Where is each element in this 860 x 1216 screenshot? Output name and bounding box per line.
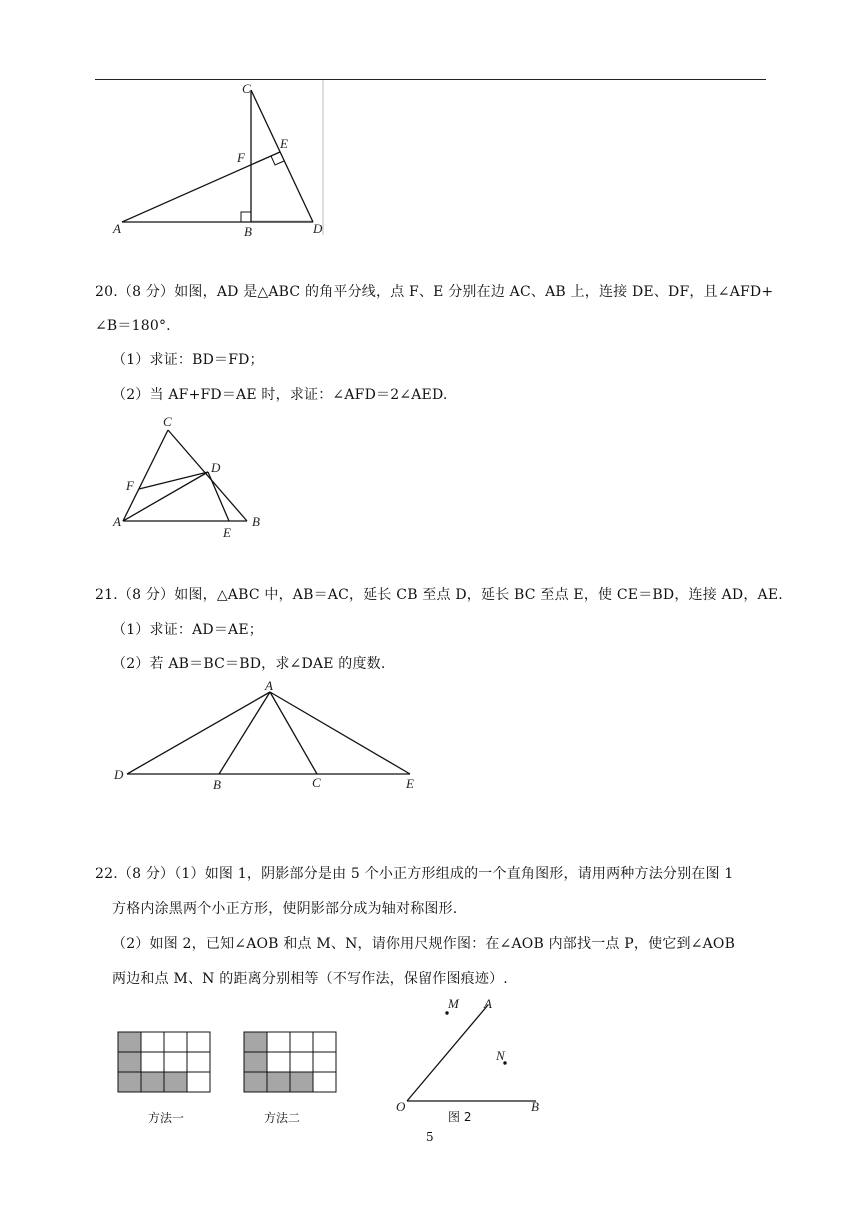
segment-ab [219, 692, 270, 774]
segment-cd [251, 90, 313, 222]
grid-cells [118, 1032, 210, 1092]
grid-cell [290, 1052, 313, 1072]
label-e: E [280, 136, 288, 151]
caption-method-2: 方法二 [264, 1111, 301, 1125]
figure-q19 [110, 80, 330, 240]
q20-part2: （2）当 AF+FD＝AE 时，求证：∠AFD＝2∠AED. [112, 387, 448, 403]
grid-cell [141, 1032, 164, 1052]
q22-line4: 两边和点 M、N 的距离分别相等（不写作法，保留作图痕迹）. [112, 971, 508, 987]
label-e: E [406, 776, 414, 791]
grid-cell [267, 1032, 290, 1052]
label-d: D [211, 460, 221, 475]
label-d: D [313, 221, 323, 236]
grid-cell-shaded [118, 1052, 141, 1072]
grid-cell-shaded [118, 1072, 141, 1092]
label-b: B [531, 1099, 539, 1114]
grid-cell [187, 1072, 210, 1092]
q22-line1: 22.（8 分）（1）如图 1，阴影部分是由 5 个小正方形组成的一个直角图形，请用两种方法分别在图 1 [95, 866, 734, 882]
q22-line3: （2）如图 2，已知∠AOB 和点 M、N，请你用尺规作图：在∠AOB 内部找一点 P，使它到∠AOB [112, 936, 736, 952]
segment-cb [168, 430, 247, 521]
grid-cell-shaded [290, 1072, 313, 1092]
grid-cell-shaded [244, 1052, 267, 1072]
figure-2-angle-aob [390, 995, 550, 1125]
grid-cell [313, 1072, 336, 1092]
label-c: C [163, 414, 172, 429]
q21-line1: 21.（8 分）如图，△ABC 中，AB＝AC，延长 CB 至点 D，延长 BC 至点 E，使 CE＝BD，连接 AD，AE. [95, 587, 783, 603]
caption-figure-2: 图 2 [448, 1110, 472, 1124]
label-b: B [244, 224, 252, 239]
grid-method-1 [110, 1025, 220, 1130]
q20-part1: （1）求证：BD＝FD； [112, 352, 264, 368]
label-a: A [484, 996, 492, 1011]
q21-part2: （2）若 AB＝BC＝BD，求∠DAE 的度数. [112, 656, 386, 672]
label-c: C [312, 775, 321, 790]
page-number: 5 [426, 1130, 434, 1144]
label-n: N [496, 1048, 505, 1063]
segment-fd [139, 472, 208, 489]
grid-cell [313, 1032, 336, 1052]
ray-oa [407, 1005, 488, 1101]
label-e: E [223, 525, 231, 540]
grid-cell [141, 1052, 164, 1072]
label-c: C [242, 81, 251, 96]
figure-q20 [105, 410, 275, 545]
grid-cells [244, 1032, 336, 1092]
label-f: F [237, 150, 245, 165]
label-f: F [126, 478, 134, 493]
label-m: M [448, 996, 459, 1011]
label-o: O [396, 1099, 406, 1114]
figure-q21 [105, 678, 435, 798]
grid-cell-shaded [244, 1072, 267, 1092]
caption-method-1: 方法一 [148, 1111, 185, 1125]
grid-cell [313, 1052, 336, 1072]
grid-cell [164, 1032, 187, 1052]
q21-part1: （1）求证：AD＝AE； [112, 622, 263, 638]
grid-cell [187, 1052, 210, 1072]
label-b: B [252, 514, 260, 529]
grid-cell-shaded [244, 1032, 267, 1052]
segment-ad [127, 692, 270, 774]
segment-ac [270, 692, 317, 774]
q22-line2: 方格内涂黑两个小正方形，使阴影部分成为轴对称图形. [112, 901, 458, 917]
grid-cell [187, 1032, 210, 1052]
grid-cell-shaded [267, 1072, 290, 1092]
grid-cell [164, 1052, 187, 1072]
label-b: B [213, 777, 221, 792]
point-m [445, 1011, 448, 1014]
q20-line2: ∠B＝180°. [95, 318, 171, 334]
grid-cell [267, 1052, 290, 1072]
label-a: A [113, 514, 121, 529]
grid-cell-shaded [118, 1032, 141, 1052]
label-d: D [114, 767, 124, 782]
label-a: A [113, 221, 121, 236]
grid-cell-shaded [164, 1072, 187, 1092]
segment-ae [270, 692, 410, 774]
q20-line1: 20.（8 分）如图，AD 是△ABC 的角平分线，点 F、E 分别在边 AC、AB 上，连接 DE、DF，且∠AFD+ [95, 284, 774, 300]
segment-ae [122, 152, 280, 222]
grid-cell-shaded [141, 1072, 164, 1092]
grid-cell [290, 1032, 313, 1052]
right-angle-b [241, 212, 251, 222]
label-a: A [265, 678, 273, 693]
grid-method-2 [236, 1025, 346, 1130]
